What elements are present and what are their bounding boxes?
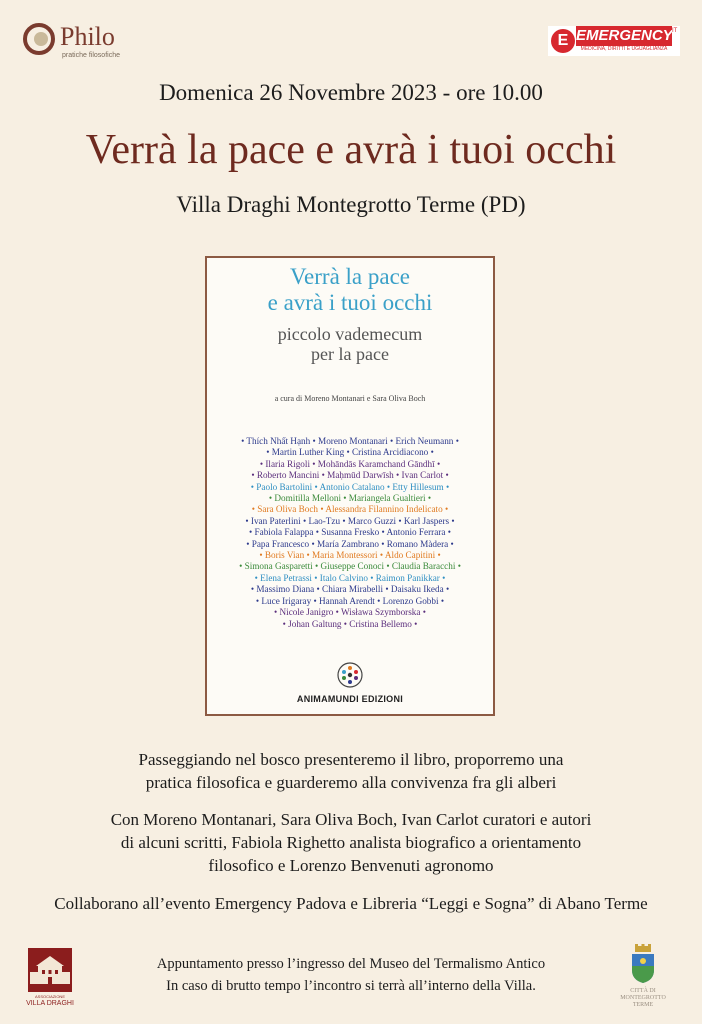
book-publisher: ANIMAMUNDI EDIZIONI xyxy=(296,694,404,704)
author-line: • Simona Gasparetti • Giuseppe Conoci • Claudia Baracchi • xyxy=(239,561,461,572)
author-line: • Luce Irigaray • Hannah Arendt • Lorenzo Gobbi • xyxy=(255,595,445,606)
author-line: • Thích Nhất Hạnh • Moreno Montanari • Erich Neumann • xyxy=(241,436,459,446)
author-line: • Sara Oliva Boch • Alessandra Filannino Indelicato • xyxy=(251,504,449,515)
author-line: • Ilaria Rigoli • Mohāndās Karamchand Gāndhī • xyxy=(259,458,441,469)
emergency-name: EMERGENCY xyxy=(576,27,673,44)
book-title-line1: Verrà la pace xyxy=(289,264,411,289)
villa-draghi-logo xyxy=(24,948,76,1008)
comune-label: CITTÀ DI xyxy=(630,988,656,994)
intro-line: Passeggiando nel bosco presenteremo il libro, proporremo una xyxy=(138,750,564,769)
villa-label: VILLA DRAGHI xyxy=(26,1000,74,1007)
author-line: • Boris Vian • Maria Montessori • Aldo Capitini • xyxy=(259,550,441,561)
author-line: • Paolo Bartolini • Antonio Catalano • Etty Hillesum • xyxy=(250,481,450,492)
author-line: • Ivan Paterlini • Lao-Tzu • Marco Guzzi • Karl Jaspers • xyxy=(245,515,455,526)
author-line: • Elena Petrassi • Italo Calvino • Raimon Panikkar • xyxy=(254,572,446,583)
meeting-paragraph xyxy=(0,953,702,997)
emergency-logo xyxy=(548,26,680,56)
author-line: • Martin Luther King • Cristina Arcidiacono • xyxy=(266,447,434,458)
villa-draghi-building-icon xyxy=(28,948,72,992)
book-subtitle-line1: piccolo vademecum xyxy=(277,324,423,344)
intro-line: pratica filosofica e guarderemo alla convivenza fra gli alberi xyxy=(145,773,557,792)
emergency-logo-icon: E xyxy=(551,29,575,53)
intro-paragraph xyxy=(0,748,702,794)
philo-circle-logo-icon xyxy=(22,22,56,56)
people-paragraph xyxy=(0,808,702,877)
book-curators: a cura di Moreno Montanari e Sara Oliva Boch xyxy=(274,394,426,403)
book-title-line2: e avrà i tuoi occhi xyxy=(267,290,433,315)
event-date: Domenica 26 Novembre 2023 - ore 10.00 xyxy=(159,80,543,105)
coat-of-arms-icon xyxy=(629,944,657,984)
author-line: • Massimo Diana • Chiara Mirabelli • Daisaku Ikeda • xyxy=(250,584,450,595)
author-line: • Nicole Janigro • Wisława Szymborska • xyxy=(274,607,426,618)
meeting-line: In caso di brutto tempo l’incontro si terrà all’interno della Villa. xyxy=(166,978,536,994)
event-title: Verrà la pace e avrà i tuoi occhi xyxy=(85,127,617,173)
people-line: Con Moreno Montanari, Sara Oliva Boch, Ivan Carlot curatori e autori xyxy=(110,810,592,829)
comune-label: MONTEGROTTO xyxy=(620,995,666,1001)
book-subtitle-line2: per la pace xyxy=(311,344,389,364)
rosette-icon xyxy=(337,662,363,688)
comune-label: TERME xyxy=(632,1002,654,1008)
emergency-suffix: IT xyxy=(672,28,678,34)
book-author-list xyxy=(207,436,493,630)
collaboration-line: Collaborano all’evento Emergency Padova e Libreria “Leggi e Sogna” di Abano Terme xyxy=(54,894,648,913)
philo-tagline: pratiche filosofiche xyxy=(62,52,120,59)
author-line: • Roberto Mancini • Maḥmūd Darwīsh • Ivan Carlot • xyxy=(251,470,449,481)
author-line: • Fabiola Falappa • Susanna Fresko • Antonio Ferrara • xyxy=(249,527,451,538)
book-cover xyxy=(205,256,495,716)
villa-label-small: ASSOCIAZIONE xyxy=(34,994,65,999)
emergency-tagline: MEDICINA, DIRITTI E UGUAGLIANZA xyxy=(580,46,668,52)
meeting-line: Appuntamento presso l’ingresso del Museo del Termalismo Antico xyxy=(156,956,546,972)
author-line: • Johan Galtung • Cristina Bellemo • xyxy=(282,618,418,629)
people-line: di alcuni scritti, Fabiola Righetto analista biografico a orientamento xyxy=(120,833,582,852)
author-line: • Domitilla Melloni • Mariangela Gualtieri • xyxy=(268,493,432,504)
philo-name: Philo xyxy=(60,22,115,51)
comune-logo xyxy=(608,944,678,1010)
author-line: • Papa Francesco • María Zambrano • Romano Màdera • xyxy=(246,538,454,549)
philo-logo xyxy=(22,20,142,62)
event-venue: Villa Draghi Montegrotto Terme (PD) xyxy=(176,192,526,217)
people-line: filosofico e Lorenzo Benvenuti agronomo xyxy=(208,856,494,875)
